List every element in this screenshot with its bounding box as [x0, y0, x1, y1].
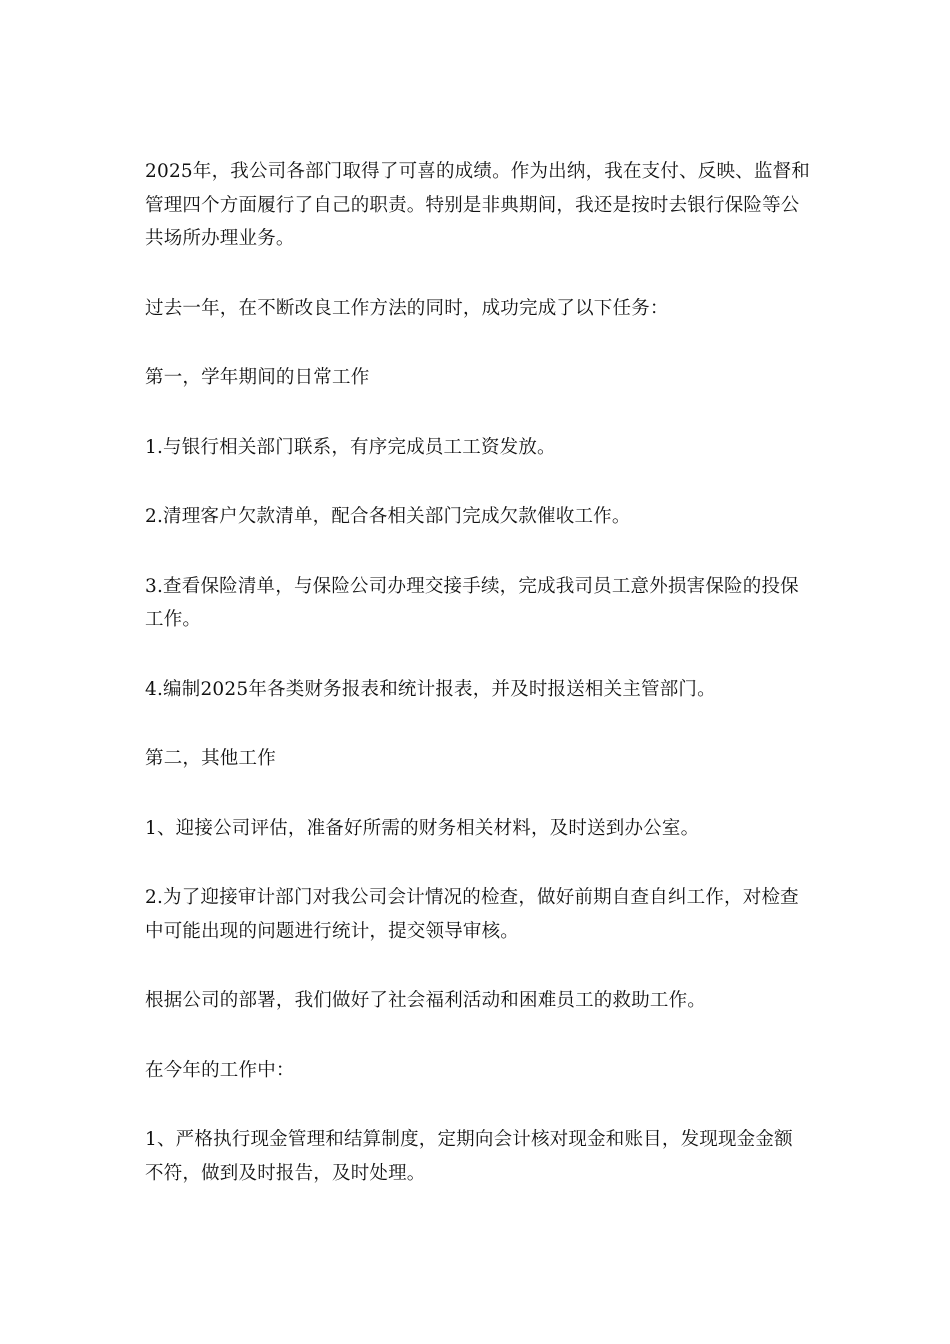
- section-heading-daily-work: 第一，学年期间的日常工作: [145, 367, 370, 388]
- paragraph-welfare: 根据公司的部署，我们做好了社会福利活动和困难员工的救助工作。: [145, 990, 707, 1011]
- paragraph-summary: 过去一年，在不断改良工作方法的同时，成功完成了以下任务：: [145, 297, 669, 319]
- paragraph-intro: 2025年，我公司各部门取得了可喜的成绩。作为出纳，我在支付、反映、监督和管理四个方面履行了自己的职责。特别是非典期间，我还是按时去银行保险等公共场所办理业务。: [145, 161, 810, 249]
- list-item: 4.编制2025年各类财务报表和统计报表，并及时报送相关主管部门。: [145, 678, 716, 700]
- list-item: 2.清理客户欠款清单，配合各相关部门完成欠款催收工作。: [145, 506, 631, 527]
- list-item: 1.与银行相关部门联系，有序完成员工工资发放。: [145, 436, 556, 458]
- list-item: 1、严格执行现金管理和结算制度，定期向会计核对现金和账目，发现现金金额不符，做到及时报告，及时处理。: [145, 1129, 793, 1184]
- list-item: 3.查看保险清单，与保险公司办理交接手续，完成我司员工意外损害保险的投保工作。: [145, 575, 799, 630]
- section-heading-other-work: 第二，其他工作: [145, 748, 276, 769]
- list-item: 1、迎接公司评估，准备好所需的财务相关材料，及时送到办公室。: [145, 817, 700, 839]
- document-body: [145, 155, 810, 1190]
- paragraph-this-year: 在今年的工作中：: [145, 1059, 295, 1081]
- list-item: 2.为了迎接审计部门对我公司会计情况的检查，做好前期自查自纠工作，对检查中可能出现的问题进行统计，提交领导审核。: [145, 887, 799, 942]
